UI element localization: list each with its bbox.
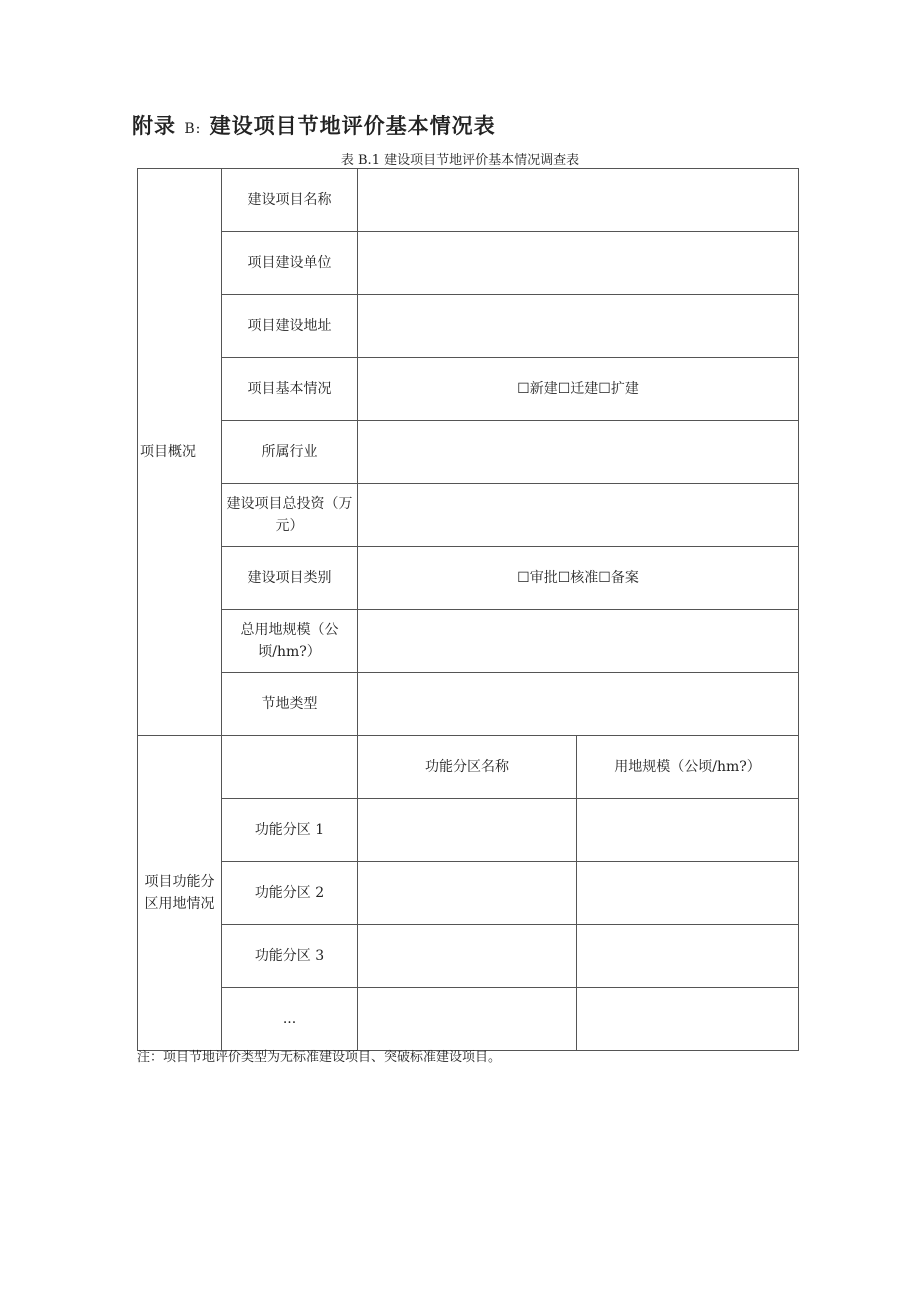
row-label: 建设项目名称 xyxy=(222,169,358,232)
heading-title: 建设项目节地评价基本情况表 xyxy=(209,114,496,138)
row-label: 项目建设单位 xyxy=(222,232,358,295)
zone-label: 功能分区 3 xyxy=(222,925,358,988)
zone-area-cell[interactable] xyxy=(577,862,799,925)
zone-label: 功能分区 2 xyxy=(222,862,358,925)
zone-header-area: 用地规模（公顷/hm?） xyxy=(577,736,799,799)
value-cell-total-land[interactable] xyxy=(358,610,799,673)
value-cell-land-saving-type[interactable] xyxy=(358,673,799,736)
table-row xyxy=(138,925,799,988)
heading-letter: B: xyxy=(184,121,202,137)
table-row xyxy=(138,358,799,421)
table-row xyxy=(138,610,799,673)
row-label: 项目建设地址 xyxy=(222,295,358,358)
table-row xyxy=(138,988,799,1051)
row-label: 所属行业 xyxy=(222,421,358,484)
value-cell-project-name[interactable] xyxy=(358,169,799,232)
value-cell-construction-unit[interactable] xyxy=(358,232,799,295)
group-label-overview: 项目概况 xyxy=(138,169,222,736)
value-cell-total-investment[interactable] xyxy=(358,484,799,547)
table-row xyxy=(138,169,799,232)
zone-label: 功能分区 1 xyxy=(222,799,358,862)
table-row xyxy=(138,421,799,484)
table-caption: 表 B.1 建设项目节地评价基本情况调查表 xyxy=(340,153,580,168)
row-label: 项目基本情况 xyxy=(222,358,358,421)
zone-label: ... xyxy=(222,988,358,1051)
checkbox-group-project-status[interactable]: ☐新建☐迁建☐扩建 xyxy=(358,358,799,421)
row-label: 建设项目类别 xyxy=(222,547,358,610)
survey-table xyxy=(137,168,799,1051)
group-label-zones: 项目功能分区用地情况 xyxy=(138,736,222,1051)
checkbox-group-project-category[interactable]: ☐审批☐核准☐备案 xyxy=(358,547,799,610)
table-row xyxy=(138,547,799,610)
zone-name-cell[interactable] xyxy=(358,988,577,1051)
table-row xyxy=(138,232,799,295)
table-row xyxy=(138,862,799,925)
zone-area-cell[interactable] xyxy=(577,925,799,988)
table-row xyxy=(138,673,799,736)
value-cell-industry[interactable] xyxy=(358,421,799,484)
row-label: 建设项目总投资（万元） xyxy=(222,484,358,547)
zone-name-cell[interactable] xyxy=(358,799,577,862)
table-row xyxy=(138,736,799,799)
table-row xyxy=(138,295,799,358)
value-cell-construction-address[interactable] xyxy=(358,295,799,358)
page-heading xyxy=(132,110,496,140)
table-row xyxy=(138,799,799,862)
zone-header-blank xyxy=(222,736,358,799)
zone-name-cell[interactable] xyxy=(358,862,577,925)
heading-prefix: 附录 xyxy=(132,114,176,138)
table-row xyxy=(138,484,799,547)
zone-area-cell[interactable] xyxy=(577,988,799,1051)
row-label: 总用地规模（公顷/hm?） xyxy=(222,610,358,673)
row-label: 节地类型 xyxy=(222,673,358,736)
footnote: 注：项目节地评价类型为无标准建设项目、突破标准建设项目。 xyxy=(137,1050,502,1065)
zone-area-cell[interactable] xyxy=(577,799,799,862)
zone-header-name: 功能分区名称 xyxy=(358,736,577,799)
zone-name-cell[interactable] xyxy=(358,925,577,988)
